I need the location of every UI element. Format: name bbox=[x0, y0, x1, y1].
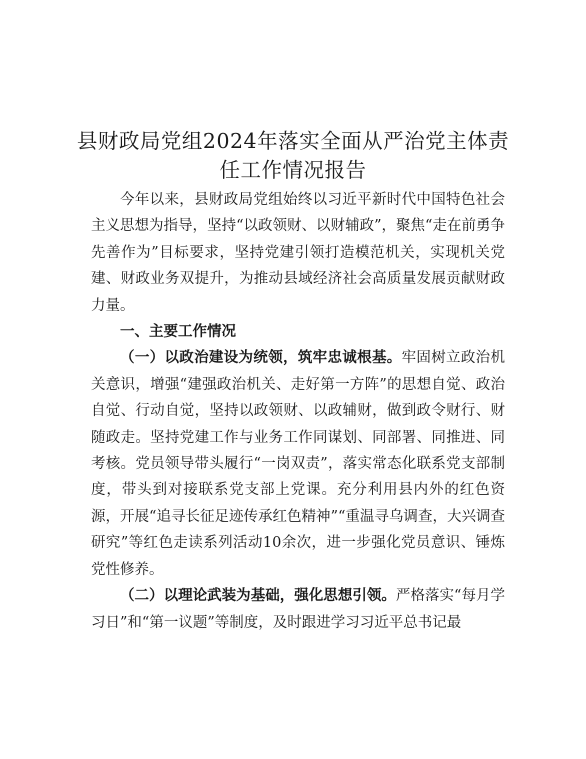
item-2-text: 严格落实“每月学习日”和“第一议题”等制度，及时跟进学习习近平总书记最 bbox=[91, 588, 505, 631]
section-heading: 一、主要工作情况 bbox=[120, 323, 236, 341]
item-1-text: 牢固树立政治机关意识，增强“建强政治机关、走好第一方阵”的思想自觉、政治自觉、行动自觉，坚持以政领财、以政辅财，做到政令财行、财随政走。坚持党建工作与业务工作同谋划、同部署、同推进、同考核。党员领导带头履行“一岗双责”，落实常态化联系党支部制度，带头到对接联系党支部上党课。充分利用县内外的红色资源，开展“追寻长征足迹传承红色精神”“重温寻乌调查，大兴调查研究”等红色走读系列活动10余次，进一步强化党员意识、锤炼党性修养。 bbox=[91, 350, 505, 578]
document-body bbox=[91, 187, 505, 636]
paragraph-item-2 bbox=[91, 583, 505, 636]
item-2-lead: （二）以理论武装为基础，强化思想引领。 bbox=[120, 587, 396, 605]
item-1-lead: （一）以政治建设为统领，筑牢忠诚根基。 bbox=[120, 349, 402, 367]
paragraph-item-1 bbox=[91, 345, 505, 583]
intro-paragraph: 今年以来，县财政局党组始终以习近平新时代中国特色社会主义思想为指导，坚持“以政领财、以财辅政”，聚焦“走在前勇争先善作为”目标要求，坚持党建引领打造模范机关，实现机关党建、财政业务双提升，为推动县域经济社会高质量发展贡献财政力量。 bbox=[91, 192, 505, 314]
document-title: 县财政局党组2024年落实全面从严治党主体责任工作情况报告 bbox=[76, 129, 510, 182]
